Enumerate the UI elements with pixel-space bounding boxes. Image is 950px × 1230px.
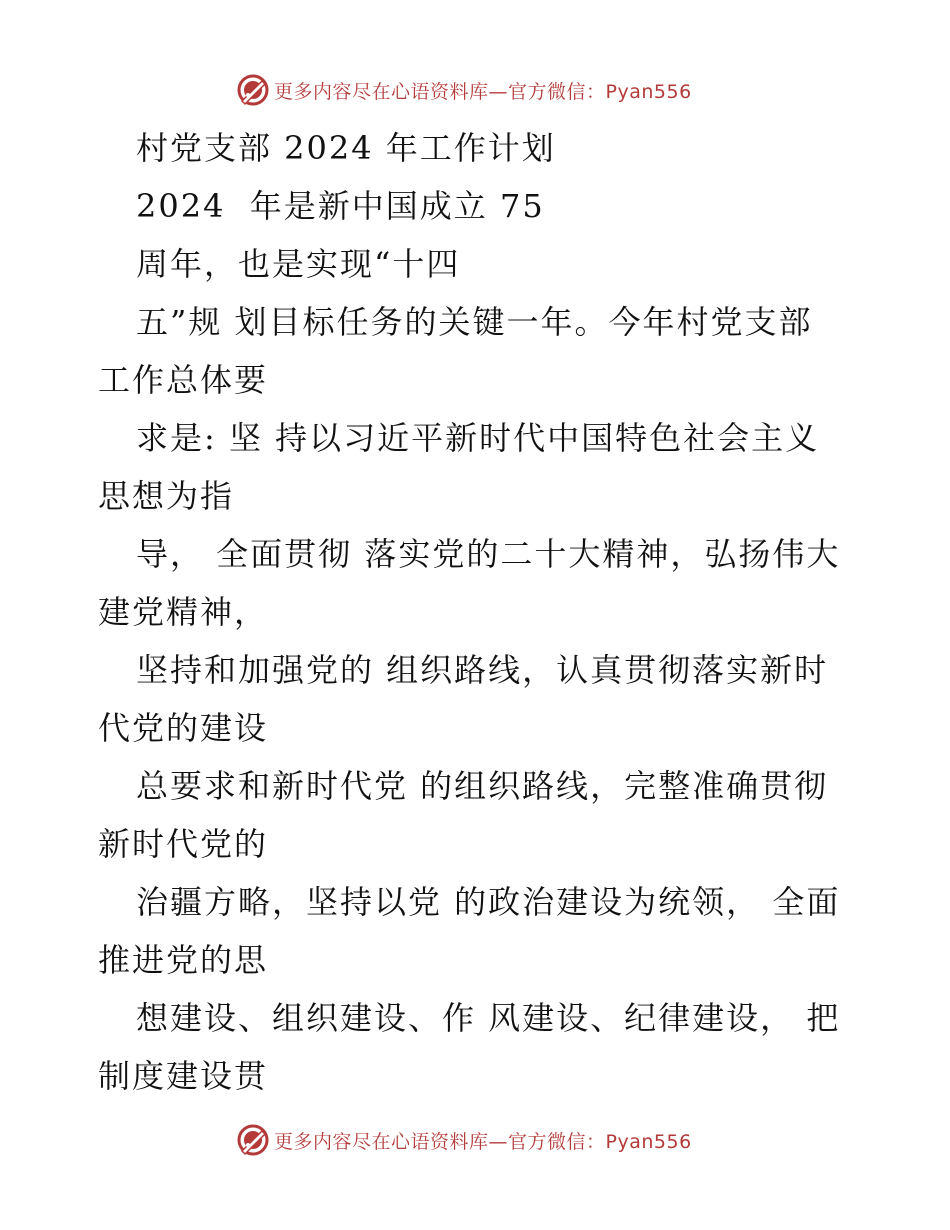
pen-nib-seal-icon: [236, 73, 270, 107]
paragraph-line: 总要求和新时代党 的组织路线，完整准确贯彻: [136, 767, 829, 805]
watermark-banner-bottom: [236, 1122, 692, 1158]
paragraph-line: 周年，也是实现“十四: [136, 245, 461, 283]
paragraph-line: 代党的建设: [98, 709, 269, 747]
paragraph-line: 想建设、组织建设、作 风建设、纪律建设， 把: [136, 999, 841, 1037]
pen-nib-seal-icon: [236, 1123, 270, 1157]
watermark-text: 更多内容尽在心语资料库—官方微信：Pyan556: [274, 80, 692, 103]
document-title: 村党支部 2024 年工作计划: [136, 129, 556, 167]
paragraph-line: 求是: 坚 持以习近平新时代中国特色社会主义: [136, 419, 820, 457]
paragraph-line: 推进党的思: [98, 941, 269, 979]
paragraph-line: 新时代党的: [98, 825, 269, 863]
paragraph-line: 导， 全面贯彻 落实党的二十大精神，弘扬伟大: [136, 535, 841, 573]
paragraph-line: 2024 年是新中国成立 75: [136, 187, 545, 225]
paragraph-line: 制度建设贯: [98, 1057, 269, 1095]
paragraph-line: 治疆方略，坚持以党 的政治建设为统领， 全面: [136, 883, 841, 921]
watermark-text: 更多内容尽在心语资料库—官方微信：Pyan556: [274, 1130, 692, 1153]
paragraph-line: 建党精神，: [98, 593, 269, 631]
watermark-banner-top: [236, 72, 692, 108]
paragraph-line: 工作总体要: [98, 361, 269, 399]
paragraph-line: 思想为指: [98, 477, 235, 515]
paragraph-line: 五”规 划目标任务的关键一年。今年村党支部: [136, 303, 813, 341]
paragraph-line: 坚持和加强党的 组织路线，认真贯彻落实新时: [136, 651, 829, 689]
